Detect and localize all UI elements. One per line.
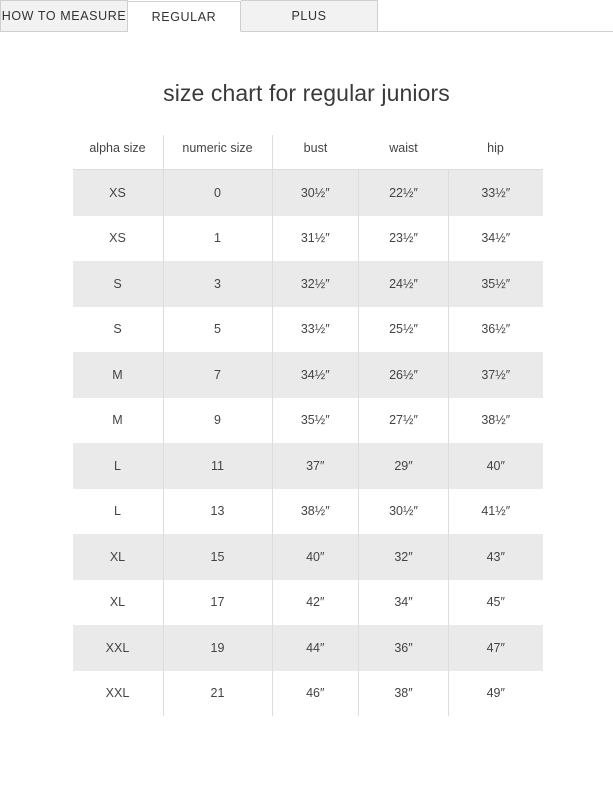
cell-bust: 32½″ bbox=[272, 261, 359, 307]
cell-bust: 33½″ bbox=[272, 307, 359, 353]
cell-numeric-size: 15 bbox=[163, 534, 272, 580]
cell-bust: 31½″ bbox=[272, 216, 359, 262]
cell-waist: 29″ bbox=[359, 443, 449, 489]
cell-alpha-size: L bbox=[73, 489, 164, 535]
cell-alpha-size: S bbox=[73, 261, 164, 307]
cell-alpha-size: XXL bbox=[73, 625, 164, 671]
cell-bust: 30½″ bbox=[272, 170, 359, 216]
cell-waist: 34″ bbox=[359, 580, 449, 626]
cell-numeric-size: 11 bbox=[163, 443, 272, 489]
table-row bbox=[73, 489, 543, 535]
table-row bbox=[73, 443, 543, 489]
cell-bust: 35½″ bbox=[272, 398, 359, 444]
cell-numeric-size: 1 bbox=[163, 216, 272, 262]
cell-alpha-size: XL bbox=[73, 580, 164, 626]
table-header-row bbox=[73, 135, 543, 170]
cell-waist: 24½″ bbox=[359, 261, 449, 307]
cell-hip: 43″ bbox=[449, 534, 543, 580]
cell-waist: 23½″ bbox=[359, 216, 449, 262]
cell-waist: 38″ bbox=[359, 671, 449, 717]
cell-bust: 44″ bbox=[272, 625, 359, 671]
table-row bbox=[73, 352, 543, 398]
cell-bust: 34½″ bbox=[272, 352, 359, 398]
page-title: size chart for regular juniors bbox=[163, 80, 450, 106]
cell-numeric-size: 9 bbox=[163, 398, 272, 444]
tab-how-to-measure[interactable]: HOW TO MEASURE bbox=[0, 0, 128, 31]
cell-waist: 22½″ bbox=[359, 170, 449, 216]
table-row bbox=[73, 580, 543, 626]
size-chart-table bbox=[73, 135, 543, 716]
cell-hip: 34½″ bbox=[449, 216, 543, 262]
cell-hip: 35½″ bbox=[449, 261, 543, 307]
column-header-waist: waist bbox=[359, 135, 449, 170]
cell-alpha-size: L bbox=[73, 443, 164, 489]
cell-hip: 37½″ bbox=[449, 352, 543, 398]
cell-hip: 40″ bbox=[449, 443, 543, 489]
size-chart-container bbox=[73, 135, 541, 716]
tab-bar bbox=[0, 0, 613, 32]
cell-numeric-size: 3 bbox=[163, 261, 272, 307]
cell-numeric-size: 0 bbox=[163, 170, 272, 216]
column-header-numeric-size: numeric size bbox=[163, 135, 272, 170]
cell-numeric-size: 17 bbox=[163, 580, 272, 626]
cell-hip: 33½″ bbox=[449, 170, 543, 216]
table-row bbox=[73, 170, 543, 216]
tab-regular[interactable]: REGULAR bbox=[128, 1, 241, 32]
cell-numeric-size: 13 bbox=[163, 489, 272, 535]
column-header-bust: bust bbox=[272, 135, 359, 170]
cell-bust: 42″ bbox=[272, 580, 359, 626]
cell-numeric-size: 7 bbox=[163, 352, 272, 398]
cell-bust: 37″ bbox=[272, 443, 359, 489]
cell-alpha-size: S bbox=[73, 307, 164, 353]
cell-waist: 30½″ bbox=[359, 489, 449, 535]
cell-hip: 36½″ bbox=[449, 307, 543, 353]
cell-alpha-size: M bbox=[73, 352, 164, 398]
cell-waist: 27½″ bbox=[359, 398, 449, 444]
column-header-alpha-size: alpha size bbox=[73, 135, 164, 170]
cell-alpha-size: XS bbox=[73, 170, 164, 216]
cell-hip: 49″ bbox=[449, 671, 543, 717]
table-row bbox=[73, 398, 543, 444]
cell-hip: 45″ bbox=[449, 580, 543, 626]
cell-hip: 47″ bbox=[449, 625, 543, 671]
cell-numeric-size: 5 bbox=[163, 307, 272, 353]
cell-alpha-size: XXL bbox=[73, 671, 164, 717]
cell-waist: 32″ bbox=[359, 534, 449, 580]
cell-bust: 38½″ bbox=[272, 489, 359, 535]
table-row bbox=[73, 307, 543, 353]
cell-hip: 41½″ bbox=[449, 489, 543, 535]
cell-bust: 40″ bbox=[272, 534, 359, 580]
table-row bbox=[73, 671, 543, 717]
cell-hip: 38½″ bbox=[449, 398, 543, 444]
cell-bust: 46″ bbox=[272, 671, 359, 717]
table-row bbox=[73, 534, 543, 580]
table-row bbox=[73, 625, 543, 671]
cell-waist: 36″ bbox=[359, 625, 449, 671]
tab-plus[interactable]: PLUS bbox=[241, 0, 378, 31]
table-row bbox=[73, 261, 543, 307]
table-row bbox=[73, 216, 543, 262]
cell-alpha-size: XS bbox=[73, 216, 164, 262]
cell-waist: 26½″ bbox=[359, 352, 449, 398]
column-header-hip: hip bbox=[449, 135, 543, 170]
cell-waist: 25½″ bbox=[359, 307, 449, 353]
cell-numeric-size: 19 bbox=[163, 625, 272, 671]
cell-numeric-size: 21 bbox=[163, 671, 272, 717]
cell-alpha-size: M bbox=[73, 398, 164, 444]
cell-alpha-size: XL bbox=[73, 534, 164, 580]
